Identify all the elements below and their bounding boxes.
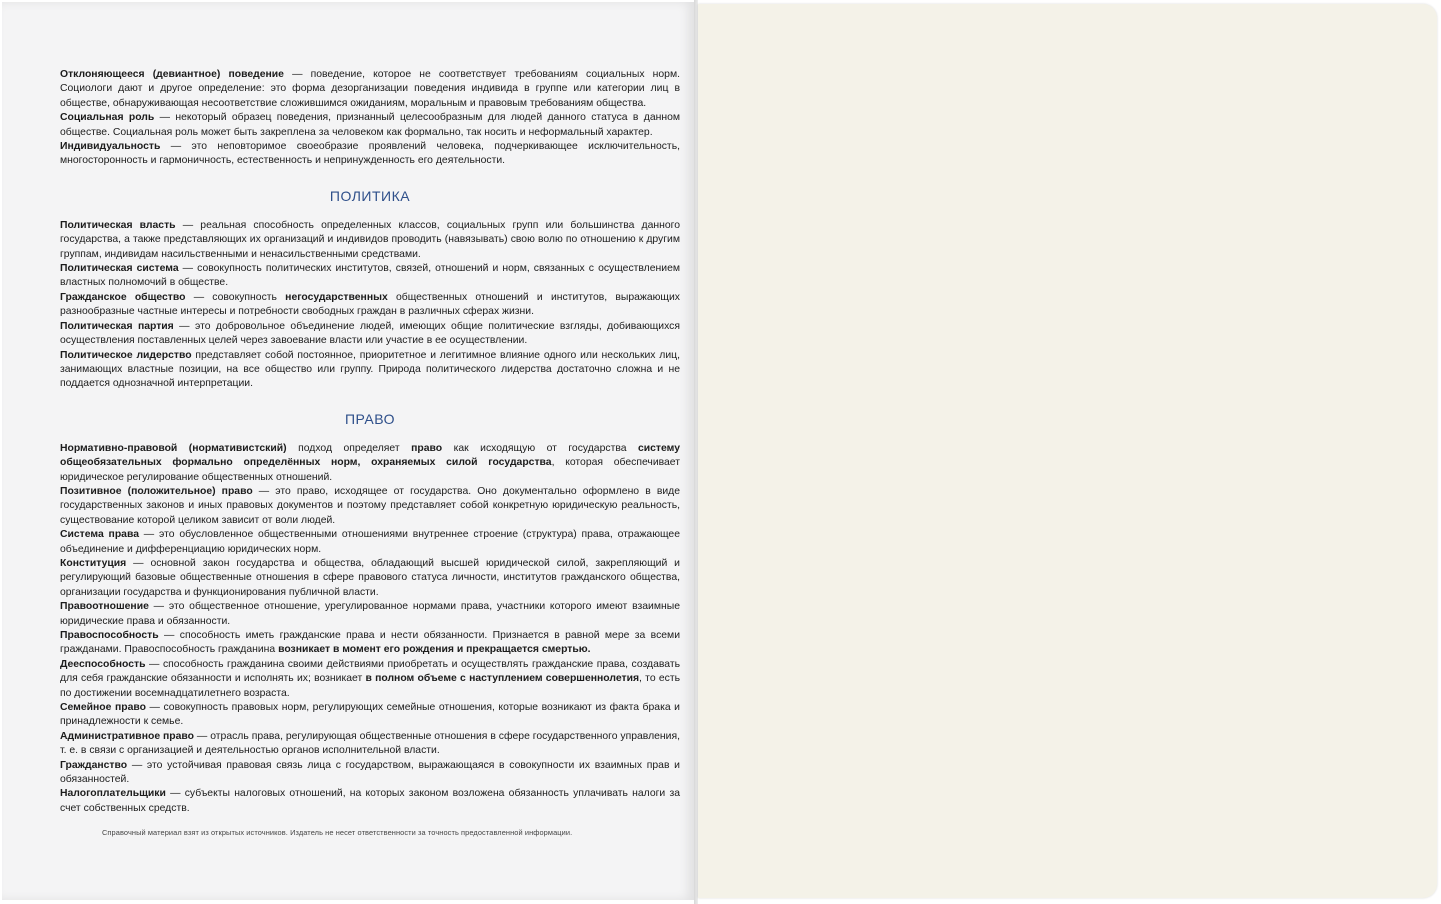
definition-entry (60, 485, 680, 528)
definition-text: — некоторый образец поведения, признанный целесообразным для людей данного статуса в данном обществе. Социальная роль может быть закреплена за человеком как формально, так носить и неформальный характер. (60, 112, 680, 138)
definition-term: Нормативно-правовой (нормативистский) (60, 442, 287, 454)
section-title-politics: ПОЛИТИКА (329, 187, 411, 204)
definition-entry (60, 442, 680, 485)
definition-text: представляет собой постоянное, приоритетное и легитимное влияние одного или нескольких лиц, занимающих властные позиции, на все общество или группу. Природа политического лидерства достаточно сложна и не поддается однозначной интерпретации. (60, 349, 680, 390)
definition-entry (60, 701, 680, 730)
definition-term: Гражданство (60, 759, 128, 771)
definition-text: — реальная способность определенных классов, социальных групп или большинства данного государства, а также представляющих их организаций и индивидов проводить (навязывать) свою волю по отношению к другим группам, индивидам насильственными и ненасильственными средствами. (60, 219, 680, 260)
definition-entry (60, 68, 680, 111)
definition-text: — поведение, которое не соответствует требованиям социальных норм. Социологи дают и другое определение: это форма дезорганизации поведения индивида в группе или категории лиц в обществе, обнаруживающая несоответствие сложившимся ожиданиям, моральным и правовым требованиям общества. (60, 69, 680, 109)
definition-term: Налогоплательщики (60, 788, 166, 800)
publisher-disclaimer: Справочный материал взят из открытых источников. Издатель не несет ответственности за точность предоставленной информации. (102, 828, 573, 837)
definition-term: Конституция (60, 557, 127, 569)
definition-text: — совокупность политических институтов, связей, отношений и норм, связанных с осуществлением властных полномочий в обществе. (60, 263, 680, 289)
definition-text: — это обусловленное общественными отношениями внутреннее строение (структура) права, отражающее объединение и дифференциацию юридических норм. (60, 529, 680, 555)
definition-entry (60, 787, 680, 816)
definition-entry (60, 291, 680, 320)
definition-entry (60, 730, 680, 759)
definition-text: — это устойчивая правовая связь лица с государством, выражающаяся в совокупности их взаимных прав и обязанностей. (60, 759, 680, 786)
definition-text: — это общественное отношение, урегулированное нормами права, участники которого имеют взаимные юридические права и обязанности. (60, 601, 680, 627)
definition-text: — это добровольное объединение людей, имеющих общие политические взгляды, добивающихся осуществления поставленных целей через завоевание власти или участие в ее осуществлении. (60, 320, 680, 347)
definition-term: Семейное право (60, 702, 146, 714)
definition-term: Индивидуальность (60, 141, 161, 153)
definition-text: подход определяет (286, 442, 412, 454)
definition-text: — отрасль права, регулирующая общественные отношения в сфере государственного управления, т. е. в связи с организацией и деятельностью органов исполнительной власти. (60, 730, 680, 757)
definition-term: Дееспособность (60, 658, 146, 670)
definition-term: Система права (60, 529, 139, 541)
definition-entry (60, 528, 680, 557)
definition-emphasis: возникает в момент его рождения и прекращается смертью. (278, 644, 591, 656)
section-title-law: ПРАВО (344, 410, 396, 427)
definition-entry (60, 320, 680, 349)
definition-text: , то есть по достижении восемнадцатилетнего возраста. (60, 673, 680, 699)
definition-text: , которая обеспечивает юридическое регулирование общественных отношений. (60, 457, 680, 483)
definition-term: Политическая власть (60, 219, 176, 231)
definition-entry (60, 658, 680, 701)
definition-entry (60, 140, 680, 169)
definition-entry (60, 557, 680, 600)
definition-term: Правоотношение (60, 601, 149, 613)
definition-term: Политическая партия (60, 320, 174, 332)
definition-entry (60, 111, 680, 140)
left-page (2, 2, 694, 900)
definition-entry (60, 629, 680, 658)
definition-emphasis: в полном объеме с наступлением совершеннолетия (365, 673, 640, 685)
definition-text: — совокупность (185, 291, 286, 303)
definition-text: общественных отношений и институтов, выражающих разнообразные частные интересы и потребности свободных граждан в различных сферах жизни. (60, 291, 680, 318)
definition-text: — способность гражданина своими действиями приобретать и осуществлять гражданские права, создавать для себя гражданские обязанности и исполнять их; возникает (60, 658, 680, 685)
definition-term: Гражданское общество (60, 291, 186, 303)
definition-text: — это право, исходящее от государства. Оно документально оформлено в виде государственных законов и иных правовых документов и поэтому представляет собой конкретную юридическую реальность, существование которой целиком зависит от воли людей. (60, 485, 680, 526)
definition-entry (60, 219, 680, 262)
definition-entry (60, 759, 680, 788)
right-page-blank (698, 4, 1437, 898)
definition-term: Административное право (60, 730, 195, 742)
definition-term: Отклоняющееся (девиантное) поведение (60, 69, 284, 80)
definition-text: — совокупность правовых норм, регулирующих семейные отношения, которые возникают из факта брака и принадлежности к семье. (60, 702, 680, 728)
definition-term: Социальная роль (60, 112, 155, 124)
definition-entry (60, 600, 680, 629)
definition-entry (60, 262, 680, 291)
definition-text: — основной закон государства и общества, обладающий высшей юридической силой, закрепляющий и регулирующий базовые общественные отношения в сфере правового статуса личности, институтов гражданского общества, организации государства и функционирования публичной власти. (60, 557, 680, 598)
definition-term: Политическое лидерство (60, 349, 192, 361)
reference-content (60, 68, 680, 816)
definition-term: Позитивное (положительное) право (60, 485, 253, 497)
definition-term: Правоспособность (60, 630, 159, 641)
definition-term: Политическая система (60, 263, 179, 275)
definition-entry (60, 349, 680, 392)
definition-emphasis: систему общеобязательных формально определённых норм, охраняемых силой государства (60, 442, 680, 469)
definition-text: — субъекты налоговых отношений, на которых законом возложена обязанность уплачивать налоги за счет собственных средств. (60, 788, 680, 814)
definition-text: — способность иметь гражданские права и нести обязанности. Признается в равной мере за всеми гражданами. Правоспособность гражданина (60, 630, 680, 656)
definition-emphasis: право (411, 442, 443, 454)
definition-emphasis: негосударственных (285, 291, 388, 303)
definition-text: — это неповторимое своеобразие проявлений человека, подчеркивающее исключительность, многосторонность и гармоничность, естественность и непринужденность его деятельности. (60, 141, 680, 167)
definition-text: как исходящую от государства (442, 442, 638, 454)
